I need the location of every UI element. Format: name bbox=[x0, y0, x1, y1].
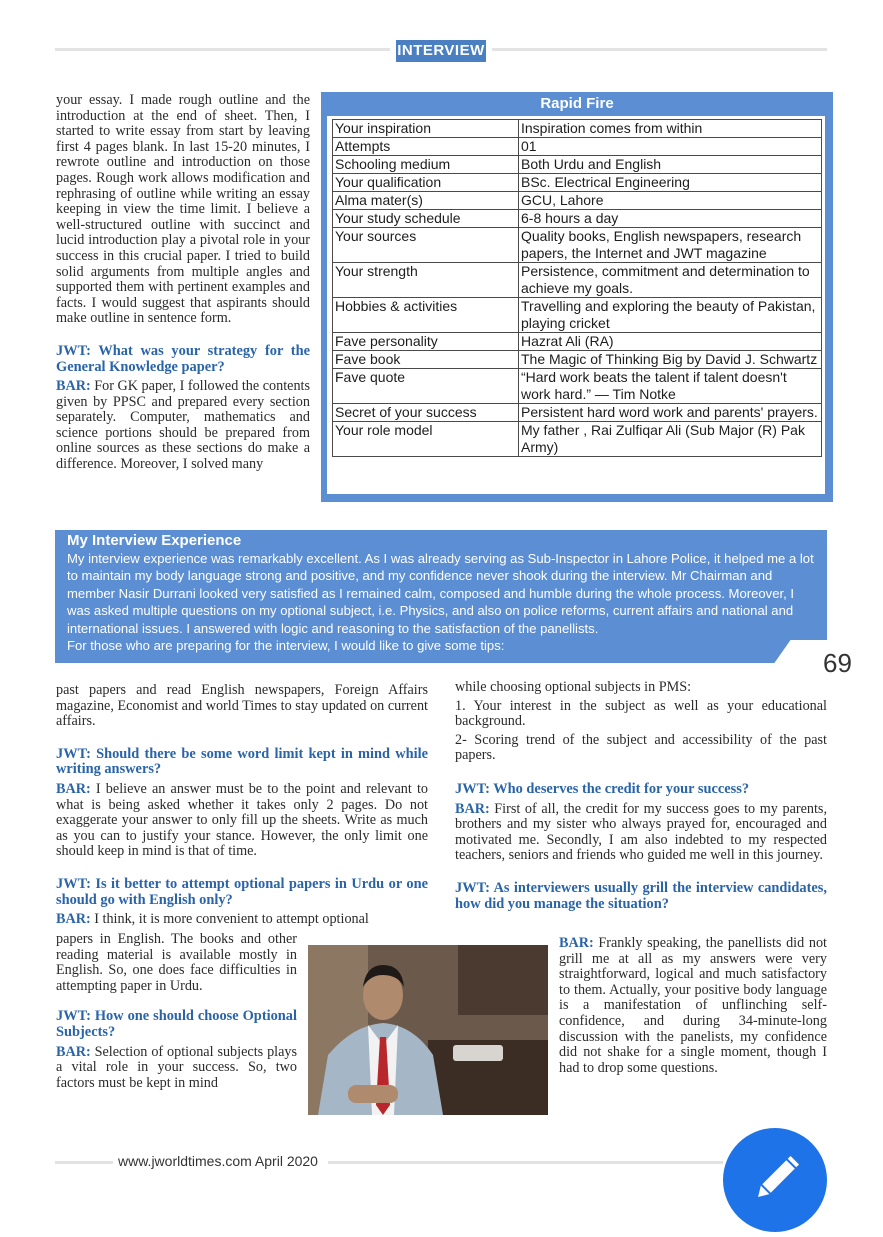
right-bottom-column bbox=[455, 680, 827, 912]
answer-optional-subjects bbox=[56, 1045, 297, 1092]
answer-text: I believe an answer must be to the point and relevant to what is being asked whether it takes only 2 pages. Do not exaggerate your answer to only fill up the sheets. Write as much as you can to justify your stance. However, the only limit one should keep in mind is that of time. bbox=[56, 780, 429, 860]
rapid-fire-key: Attempts bbox=[333, 138, 519, 156]
rapid-fire-key: Secret of your success bbox=[333, 404, 519, 422]
rapid-fire-key: Your sources bbox=[333, 228, 519, 263]
rapid-fire-row bbox=[333, 228, 822, 263]
answer-text: I think, it is more convenient to attempt optional bbox=[94, 911, 369, 928]
interview-experience-text: My interview experience was remarkably excellent. As I was already serving as Sub-Inspector in Lahore Police, it helped me a lot to maintain my body language strong and positive, and my confidence never shook during the interview. Mr Chairman and member Nasir Durrani looked very satisfied as I remained calm, composed and humble during the whole process. Moreover, I was asked multiple questions on my optional subject, i.e. Physics, and also on police reforms, current affairs and national and international issues. I answered with logic and reasoning to the satisfaction of the panellists. bbox=[67, 551, 814, 636]
question-gk: JWT: What was your strategy for the General Knowledge paper? bbox=[56, 342, 310, 375]
rapid-fire-value: Inspiration comes from within bbox=[519, 120, 822, 138]
rapid-fire-key: Hobbies & activities bbox=[333, 298, 519, 333]
answer-label: BAR: bbox=[455, 800, 490, 817]
rapid-fire-value: Hazrat Ali (RA) bbox=[519, 333, 822, 351]
rapid-fire-value: “Hard work beats the talent if talent doesn't work hard.” — Tim Notke bbox=[519, 369, 822, 404]
rapid-fire-box bbox=[321, 92, 833, 502]
rapid-fire-value: 01 bbox=[519, 138, 822, 156]
answer-word-limit bbox=[56, 782, 428, 860]
question-word-limit: JWT: Should there be some word limit kept in mind while writing answers? bbox=[56, 745, 428, 778]
portrait-illustration bbox=[308, 945, 548, 1115]
answer-gk bbox=[56, 379, 310, 473]
answer-label: BAR: bbox=[56, 911, 91, 928]
interviewee-photo bbox=[308, 945, 548, 1115]
rapid-fire-value: My father , Rai Zulfiqar Ali (Sub Major (R) Pak Army) bbox=[519, 422, 822, 457]
answer-text: For GK paper, I followed the contents given by PPSC and prepared every section separately. Computer, mathematics and science portions should be prepared from online sources as these sections do make a difference. Moreover, I solved many bbox=[56, 378, 310, 473]
intro-paragraph: while choosing optional subjects in PMS: bbox=[455, 679, 692, 695]
interview-experience-tips: For those who are preparing for the interview, I would like to give some tips: bbox=[67, 638, 505, 654]
rapid-fire-key: Your strength bbox=[333, 263, 519, 298]
footer-rule-left bbox=[55, 1161, 113, 1164]
header-rule-left bbox=[55, 48, 390, 51]
left-top-column bbox=[56, 93, 310, 473]
rapid-fire-value: 6-8 hours a day bbox=[519, 210, 822, 228]
footer-text: www.jworldtimes.com April 2020 bbox=[118, 1153, 318, 1169]
rapid-fire-table bbox=[332, 119, 822, 457]
rapid-fire-row bbox=[333, 298, 822, 333]
answer-credit bbox=[455, 802, 827, 864]
rapid-fire-key: Alma mater(s) bbox=[333, 192, 519, 210]
question-credit: JWT: Who deserves the credit for your success? bbox=[455, 780, 750, 797]
rapid-fire-row bbox=[333, 404, 822, 422]
answer-text: Selection of optional subjects plays a vital role in your success. So, two factors must be kept in mind bbox=[56, 1043, 298, 1091]
answer-grill bbox=[559, 936, 827, 1076]
page-number: 69 bbox=[823, 648, 852, 678]
rapid-fire-key: Fave book bbox=[333, 351, 519, 369]
answer-text: Frankly speaking, the panellists did not grill me at all as my answers were very straightforward, logical and much satisfactory to them. Actually, your positive body language is a manifestation of unflinching self-confidence, and during 34-minute-long discussion with the panelists, my confidence did not shake for a single moment, though I had to drop some questions. bbox=[559, 935, 828, 1076]
left-wrap-column bbox=[56, 932, 297, 1091]
rapid-fire-row bbox=[333, 138, 822, 156]
rapid-fire-panel bbox=[327, 116, 825, 494]
rapid-fire-value: BSc. Electrical Engineering bbox=[519, 174, 822, 192]
rapid-fire-key: Your inspiration bbox=[333, 120, 519, 138]
rapid-fire-row bbox=[333, 422, 822, 457]
answer-label: BAR: bbox=[56, 378, 91, 395]
rapid-fire-key: Your study schedule bbox=[333, 210, 519, 228]
rapid-fire-row bbox=[333, 263, 822, 298]
rapid-fire-row bbox=[333, 156, 822, 174]
intro-paragraph: past papers and read English newspapers, Foreign Affairs magazine, Economist and world Times to stay updated on current affairs. bbox=[56, 682, 428, 730]
answer-label: BAR: bbox=[56, 780, 91, 797]
rapid-fire-value: Both Urdu and English bbox=[519, 156, 822, 174]
rapid-fire-row bbox=[333, 120, 822, 138]
rapid-fire-row bbox=[333, 369, 822, 404]
rapid-fire-value: Persistent hard word work and parents' prayers. bbox=[519, 404, 822, 422]
rapid-fire-key: Fave quote bbox=[333, 369, 519, 404]
answer-label: BAR: bbox=[56, 1043, 91, 1060]
rapid-fire-row bbox=[333, 351, 822, 369]
factor-2: 2- Scoring trend of the subject and accessibility of the past papers. bbox=[455, 731, 827, 764]
rapid-fire-key: Your qualification bbox=[333, 174, 519, 192]
rapid-fire-row bbox=[333, 210, 822, 228]
question-grill: JWT: As interviewers usually grill the interview candidates, how did you manage the situation? bbox=[455, 879, 827, 912]
section-tag: INTERVIEW bbox=[396, 40, 486, 62]
answer-label: BAR: bbox=[559, 935, 594, 951]
answer-urdu-english-rest: papers in English. The books and other reading material is available mostly in English. So, one does face difficulties in attempting paper in Urdu. bbox=[56, 931, 297, 994]
rapid-fire-value: Travelling and exploring the beauty of Pakistan, playing cricket bbox=[519, 298, 822, 333]
answer-urdu-english-first bbox=[56, 912, 428, 928]
rapid-fire-value: Quality books, English newspapers, research papers, the Internet and JWT magazine bbox=[519, 228, 822, 263]
pencil-icon bbox=[723, 1128, 827, 1232]
rapid-fire-row bbox=[333, 333, 822, 351]
question-urdu-english: JWT: Is it better to attempt optional papers in Urdu or one should go with English only? bbox=[56, 875, 428, 908]
edit-fab-button[interactable] bbox=[723, 1128, 827, 1232]
footer-rule-right bbox=[328, 1161, 723, 1164]
rapid-fire-value: Persistence, commitment and determination to achieve my goals. bbox=[519, 263, 822, 298]
rapid-fire-key: Schooling medium bbox=[333, 156, 519, 174]
factor-1: 1. Your interest in the subject as well as your educational background. bbox=[455, 697, 827, 730]
rapid-fire-row bbox=[333, 174, 822, 192]
interview-experience-title: My Interview Experience bbox=[67, 532, 242, 549]
interview-experience-body bbox=[67, 550, 819, 654]
header-rule-right bbox=[492, 48, 827, 51]
rapid-fire-row bbox=[333, 192, 822, 210]
rapid-fire-title: Rapid Fire bbox=[540, 95, 614, 112]
rapid-fire-value: The Magic of Thinking Big by David J. Schwartz bbox=[519, 351, 822, 369]
interview-experience-box bbox=[55, 530, 827, 663]
rapid-fire-key: Fave personality bbox=[333, 333, 519, 351]
answer-text: First of all, the credit for my success goes to my parents, brothers and my sister who always prayed for, encouraged and motivated me. Secondly, I am also indebted to my respected teachers, seniors and friends who guided me well in this journey. bbox=[455, 800, 828, 864]
essay-paragraph: your essay. I made rough outline and the introduction at the end of sheet. Then, I started to write essay from start by leaving first 4 pages blank. In last 15-20 minutes, I rewrote outline and introduction on those pages. Rough work allows modification and rephrasing of outline while writing an essay keeping in view the time limit. I believe a well-structured outline with succinct and lucid introduction play a pivotal role in your success in this crucial paper. I tried to build solid arguments from multiple angles and supported them with pertinent examples and facts. I would suggest that aspirants should make outline in sentence form. bbox=[56, 92, 310, 327]
rapid-fire-value: GCU, Lahore bbox=[519, 192, 822, 210]
right-wrap-column bbox=[559, 936, 827, 1076]
rapid-fire-key: Your role model bbox=[333, 422, 519, 457]
question-optional-subjects: JWT: How one should choose Optional Subjects? bbox=[56, 1008, 297, 1040]
left-bottom-column bbox=[56, 683, 428, 928]
